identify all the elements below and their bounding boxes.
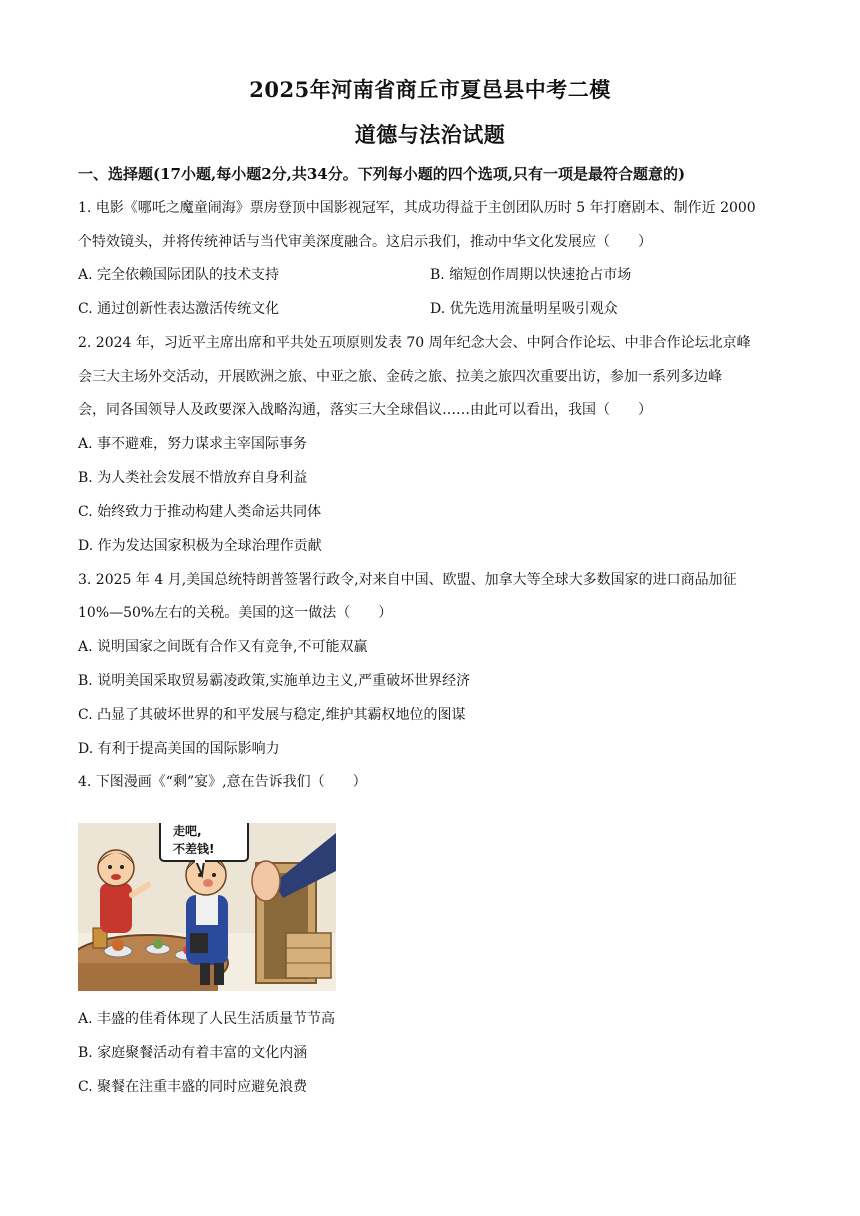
- question-1-line-2: 个特效镜头，并将传统神话与当代审美深度融合。这启示我们，推动中华文化发展应（ ）: [78, 234, 652, 250]
- question-4-option-a: A. 丰盛的佳肴体现了人民生活质量节节高: [78, 1011, 336, 1027]
- question-1-line-1: 1. 电影《哪吒之魔童闹海》票房登顶中国影视冠军，其成功得益于主创团队历时 5 年打磨剧本、制作近 2000: [78, 200, 756, 216]
- cartoon-image: [78, 823, 336, 991]
- question-2-line-2: 会三大主场外交活动，开展欧洲之旅、中亚之旅、金砖之旅、拉美之旅四次重要出访，参加一系列多边峰: [78, 369, 722, 385]
- question-3-option-b: B. 说明美国采取贸易霸凌政策,实施单边主义,严重破坏世界经济: [78, 673, 471, 689]
- question-1-option-d: D. 优先选用流量明星吸引观众: [430, 301, 618, 317]
- question-2-option-a: A. 事不避难，努力谋求主宰国际事务: [78, 436, 308, 452]
- question-4-line-1: 4. 下图漫画《“剩”宴》,意在告诉我们（ ）: [78, 774, 367, 790]
- question-3-line-1: 3. 2025 年 4 月,美国总统特朗普签署行政令,对来自中国、欧盟、加拿大等全球大多数国家的进口商品加征: [78, 572, 737, 588]
- question-2-option-d: D. 作为发达国家积极为全球治理作贡献: [78, 538, 322, 554]
- question-2-line-1: 2. 2024 年，习近平主席出席和平共处五项原则发表 70 周年纪念大会、中阿合作论坛、中非合作论坛北京峰: [78, 335, 751, 351]
- question-2-line-3: 会，同各国领导人及政要深入战略沟通，落实三大全球倡议……由此可以看出，我国（ ）: [78, 402, 652, 418]
- question-2-option-c: C. 始终致力于推动构建人类命运共同体: [78, 504, 322, 520]
- bubble-line-2: 不差钱!: [173, 842, 215, 856]
- question-3-option-d: D. 有利于提高美国的国际影响力: [78, 741, 280, 757]
- question-3-line-2: 10%—50%左右的关税。美国的这一做法（ ）: [78, 605, 393, 621]
- exam-subtitle: 道德与法治试题: [354, 122, 506, 147]
- question-3-option-c: C. 凸显了其破坏世界的和平发展与稳定,维护其霸权地位的图谋: [78, 707, 466, 723]
- section-heading: 一、选择题(17小题,每小题2分,共34分。下列每小题的四个选项,只有一项是最符合题意的): [78, 165, 686, 183]
- exam-title: 2025年河南省商丘市夏邑县中考二模: [249, 77, 611, 102]
- question-4-option-b: B. 家庭聚餐活动有着丰富的文化内涵: [78, 1045, 308, 1061]
- question-1-option-b: B. 缩短创作周期以快速抢占市场: [430, 267, 632, 283]
- bubble-line-1: 走吧,: [173, 824, 202, 838]
- question-3-option-a: A. 说明国家之间既有合作又有竞争,不可能双赢: [78, 639, 368, 655]
- question-1-option-a: A. 完全依赖国际团队的技术支持: [78, 267, 280, 283]
- question-1-option-c: C. 通过创新性表达激活传统文化: [78, 301, 280, 317]
- question-4-option-c: C. 聚餐在注重丰盛的同时应避免浪费: [78, 1079, 308, 1095]
- question-2-option-b: B. 为人类社会发展不惜放弃自身利益: [78, 470, 308, 486]
